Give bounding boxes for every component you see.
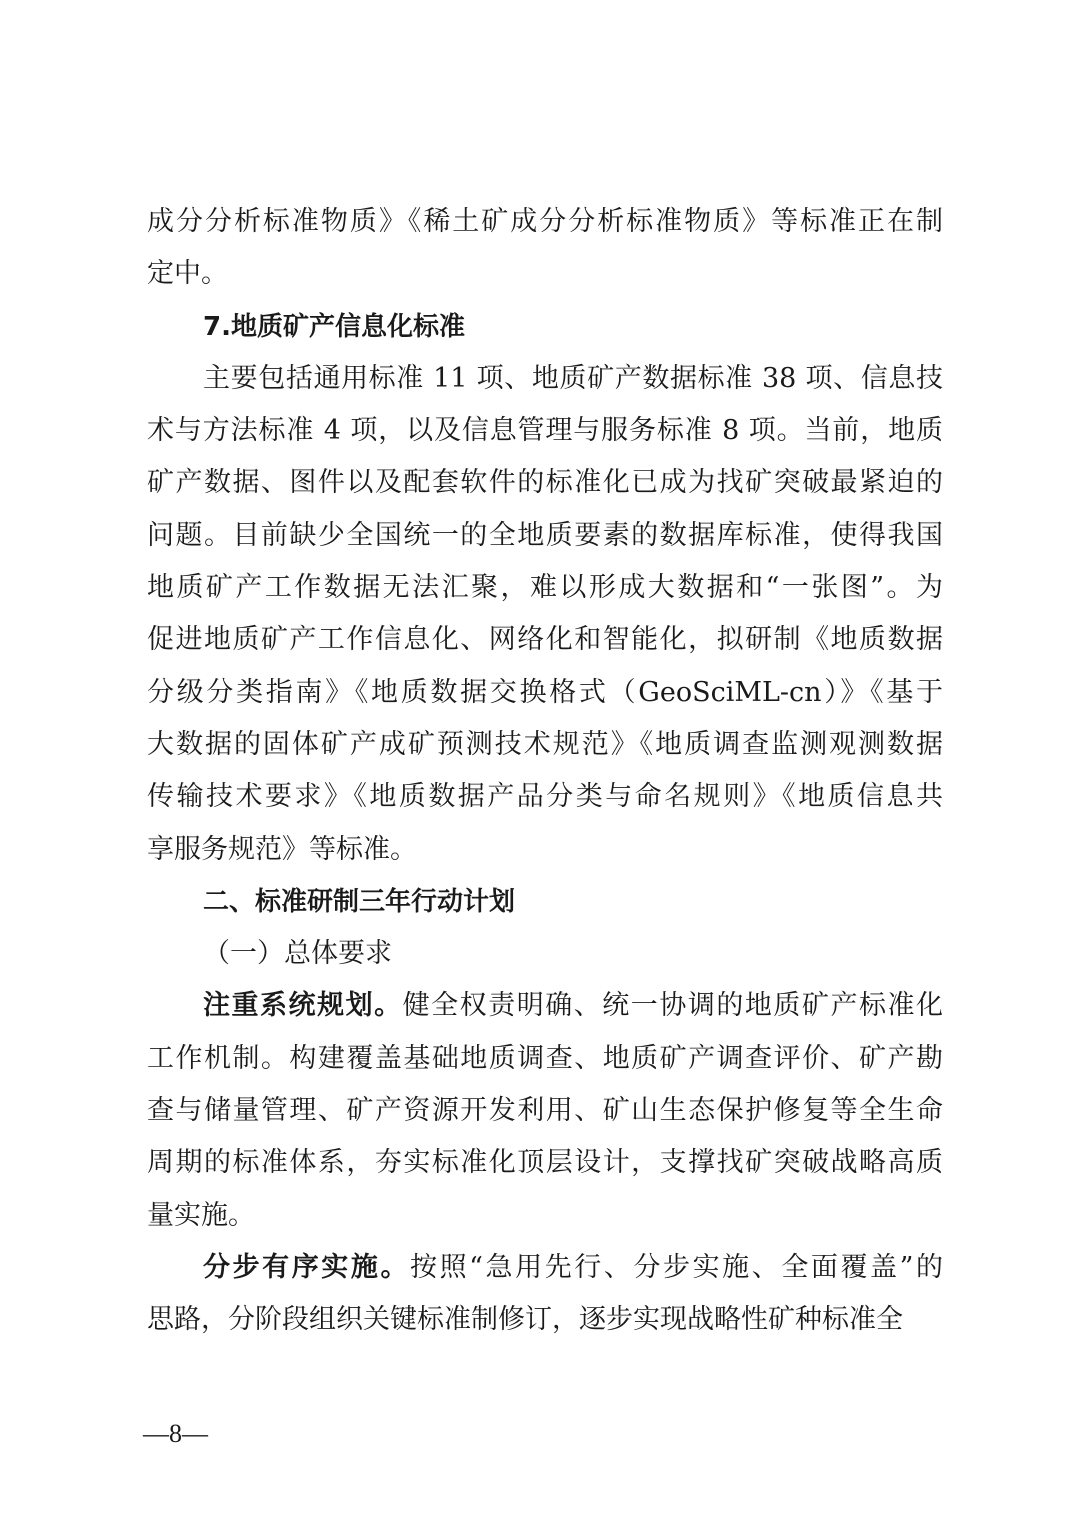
paragraph-line: 工作机制。构建覆盖基础地质调查、地质矿产调查评价、矿产勘 bbox=[147, 1042, 943, 1074]
paragraph-line: 大数据的固体矿产成矿预测技术规范》《地质调查监测观测数据 bbox=[147, 728, 943, 760]
paragraph-line: 分级分类指南》《地质数据交换格式（GeoSciML-cn）》《基于 bbox=[147, 676, 943, 708]
paragraph-line: 传输技术要求》《地质数据产品分类与命名规则》《地质信息共 bbox=[147, 781, 943, 813]
body-text bbox=[147, 196, 943, 1347]
paragraph-line: 周期的标准体系，夯实标准化顶层设计，支撑找矿突破战略高质 bbox=[147, 1147, 943, 1179]
paragraph-line: 定中。 bbox=[147, 258, 228, 290]
section-heading-7: 7.地质矿产信息化标准 bbox=[203, 311, 465, 342]
paragraph-line: 促进地质矿产工作信息化、网络化和智能化，拟研制《地质数据 bbox=[147, 624, 943, 656]
paragraph-line: 地质矿产工作数据无法汇聚，难以形成大数据和“一张图”。为 bbox=[147, 572, 943, 604]
paragraph-line bbox=[147, 980, 943, 1032]
lead-text: 健全权责明确、统一协调的地质矿产标准化 bbox=[402, 990, 943, 1022]
lead-term: 注重系统规划。 bbox=[203, 990, 403, 1022]
page-number: —8— bbox=[143, 1419, 208, 1448]
paragraph-line bbox=[147, 1242, 943, 1294]
chapter-heading-2: 二、标准研制三年行动计划 bbox=[203, 886, 516, 917]
paragraph-line: 问题。目前缺少全国统一的全地质要素的数据库标准，使得我国 bbox=[147, 519, 943, 551]
paragraph-line: 查与储量管理、矿产资源开发利用、矿山生态保护修复等全生命 bbox=[147, 1095, 943, 1127]
paragraph-line: 思路，分阶段组织关键标准制修订，逐步实现战略性矿种标准全 bbox=[147, 1304, 903, 1336]
paragraph-line: 矿产数据、图件以及配套软件的标准化已成为找矿突破最紧迫的 bbox=[147, 467, 943, 499]
lead-term: 分步有序实施。 bbox=[203, 1251, 411, 1283]
subsection-heading-1: （一）总体要求 bbox=[203, 938, 392, 970]
paragraph-line: 享服务规范》等标准。 bbox=[147, 833, 417, 865]
lead-text: 按照“急用先行、分步实施、全面覆盖”的 bbox=[410, 1251, 943, 1283]
paragraph-line: 量实施。 bbox=[147, 1199, 255, 1231]
paragraph-line: 主要包括通用标准 11 项、地质矿产数据标准 38 项、信息技 bbox=[203, 362, 943, 394]
paragraph-line: 成分分析标准物质》《稀土矿成分分析标准物质》等标准正在制 bbox=[147, 206, 943, 237]
paragraph-line: 术与方法标准 4 项，以及信息管理与服务标准 8 项。当前，地质 bbox=[147, 415, 943, 447]
